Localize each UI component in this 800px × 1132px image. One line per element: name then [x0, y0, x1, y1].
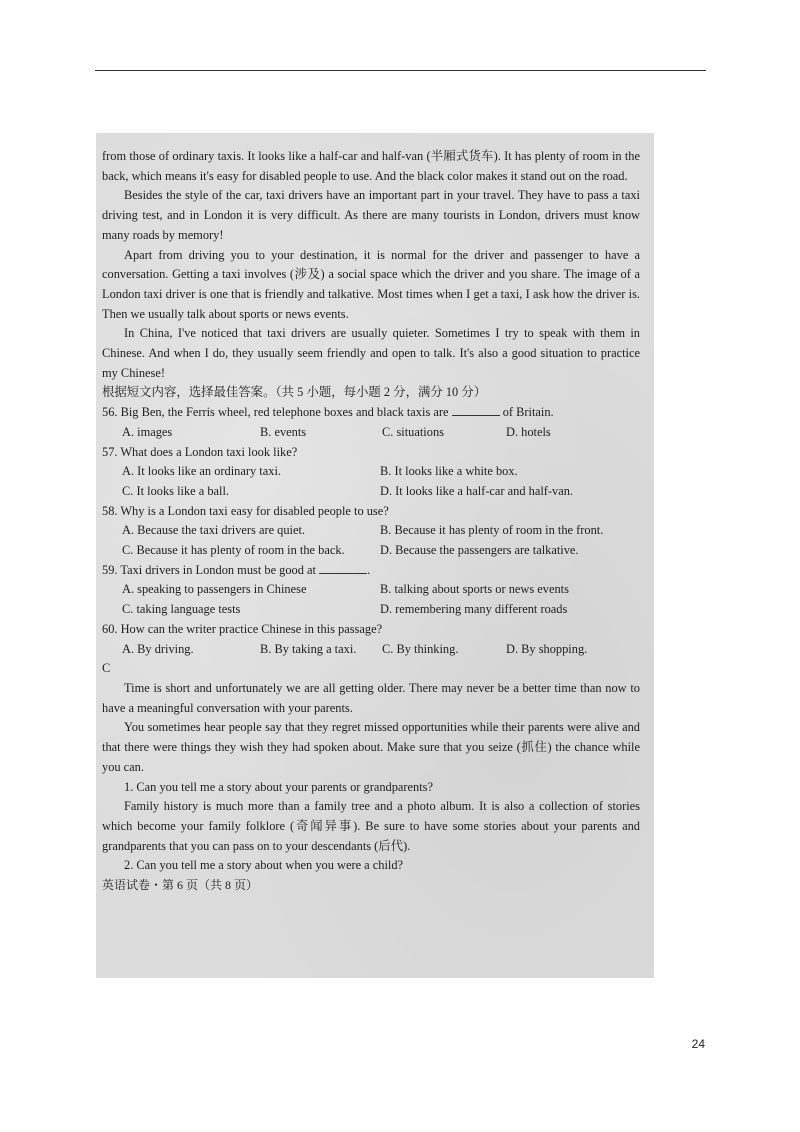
option: A. Because the taxi drivers are quiet. [122, 523, 306, 538]
stem-text: 56. Big Ben, the Ferris wheel, red telephone boxes and black taxis are [102, 405, 449, 420]
answer-blank [319, 561, 367, 574]
options [122, 521, 640, 560]
section-heading: C [102, 661, 111, 676]
option: C. It looks like a ball. [122, 483, 230, 498]
question-57 [102, 443, 640, 502]
option: D. hotels [506, 424, 551, 439]
option: C. situations [382, 424, 444, 439]
exam-footer: 英语试卷・第 6 页（共 8 页） [102, 878, 259, 893]
answer-blank [452, 403, 500, 416]
passage-paragraph: Besides the style of the car, taxi drivers have an important part in your travel. They have to pass a taxi driving test, and in London it is very difficult. As there are many tourists in London, drivers must know many roads by memory! [102, 188, 640, 242]
question-60 [102, 620, 640, 659]
question-59 [102, 561, 640, 620]
option: D. It looks like a half-car and half-van. [380, 483, 574, 498]
option: D. Because the passengers are talkative. [380, 543, 579, 558]
stem-text: 59. Taxi drivers in London must be good at [102, 562, 316, 577]
option: B. It looks like a white box. [380, 464, 518, 479]
stem-text: . [367, 562, 371, 577]
sub-question-title: 1. Can you tell me a story about your parents or grandparents? [124, 779, 433, 794]
sub-question-title: 2. Can you tell me a story about when you were a child? [124, 858, 404, 873]
passage-paragraph: from those of ordinary taxis. It looks like a half-car and half-van (半厢式货车). It has plenty of room in the back, which means it's easy for disabled people to use. And the black color makes it stand out on the road. [102, 149, 640, 183]
option: C. By thinking. [382, 641, 459, 656]
passage-paragraph: In China, I've noticed that taxi drivers are usually quieter. Sometimes I try to speak with them in Chinese. And when I do, they usually seem friendly and open to talk. It's also a good situation to practice my Chinese! [102, 326, 640, 380]
question-stem: 57. What does a London taxi look like? [102, 444, 298, 459]
options [122, 462, 640, 501]
question-58 [102, 502, 640, 561]
question-stem [102, 403, 640, 423]
passage-paragraph: Apart from driving you to your destination, it is normal for the driver and passenger to have a conversation. Getting a taxi involves (涉及) a social space which the driver and you share. The image of a London taxi driver is one that is friendly and talkative. Most times when I get a taxi, I ask how the driver is. Then we usually talk about sports or news events. [102, 247, 640, 321]
page-number: 24 [691, 1037, 705, 1051]
option: A. It looks like an ordinary taxi. [122, 464, 281, 479]
header-rule [95, 70, 706, 71]
question-stem [102, 561, 640, 581]
option: B. By taking a taxi. [260, 641, 357, 656]
option: A. By driving. [122, 641, 194, 656]
option: C. Because it has plenty of room in the back. [122, 543, 345, 558]
question-instructions: 根据短文内容，选择最佳答案。（共 5 小题，每小题 2 分，满分 10 分） [102, 385, 487, 400]
question-stem: 60. How can the writer practice Chinese in this passage? [102, 621, 383, 636]
option: B. talking about sports or news events [380, 582, 569, 597]
option: D. remembering many different roads [380, 602, 568, 617]
stem-text: of Britain. [502, 405, 554, 420]
passage-paragraph: Time is short and unfortunately we are all getting older. There may never be a better time than now to have a meaningful conversation with your parents. [102, 680, 640, 715]
option: B. Because it has plenty of room in the front. [380, 523, 604, 538]
option: B. events [260, 424, 307, 439]
question-56 [102, 403, 640, 442]
passage-paragraph: You sometimes hear people say that they regret missed opportunities while their parents were alive and that there were things they wish they had spoken about. Make sure that you seize (抓住) the chance while you can. [102, 720, 640, 774]
option: D. By shopping. [506, 641, 588, 656]
option: C. taking language tests [122, 602, 241, 617]
options [122, 423, 640, 443]
option: A. images [122, 424, 173, 439]
options [122, 640, 640, 660]
option: A. speaking to passengers in Chinese [122, 582, 307, 597]
passage-paragraph: Family history is much more than a family tree and a photo album. It is also a collection of stories which become your family folklore (奇闻异事). Be sure to have some stories about your parents and grandparents that you can pass on to your descendants (后代). [102, 799, 640, 853]
question-stem: 58. Why is a London taxi easy for disabled people to use? [102, 503, 389, 518]
scanned-exam-page [96, 133, 654, 978]
options [122, 580, 640, 619]
